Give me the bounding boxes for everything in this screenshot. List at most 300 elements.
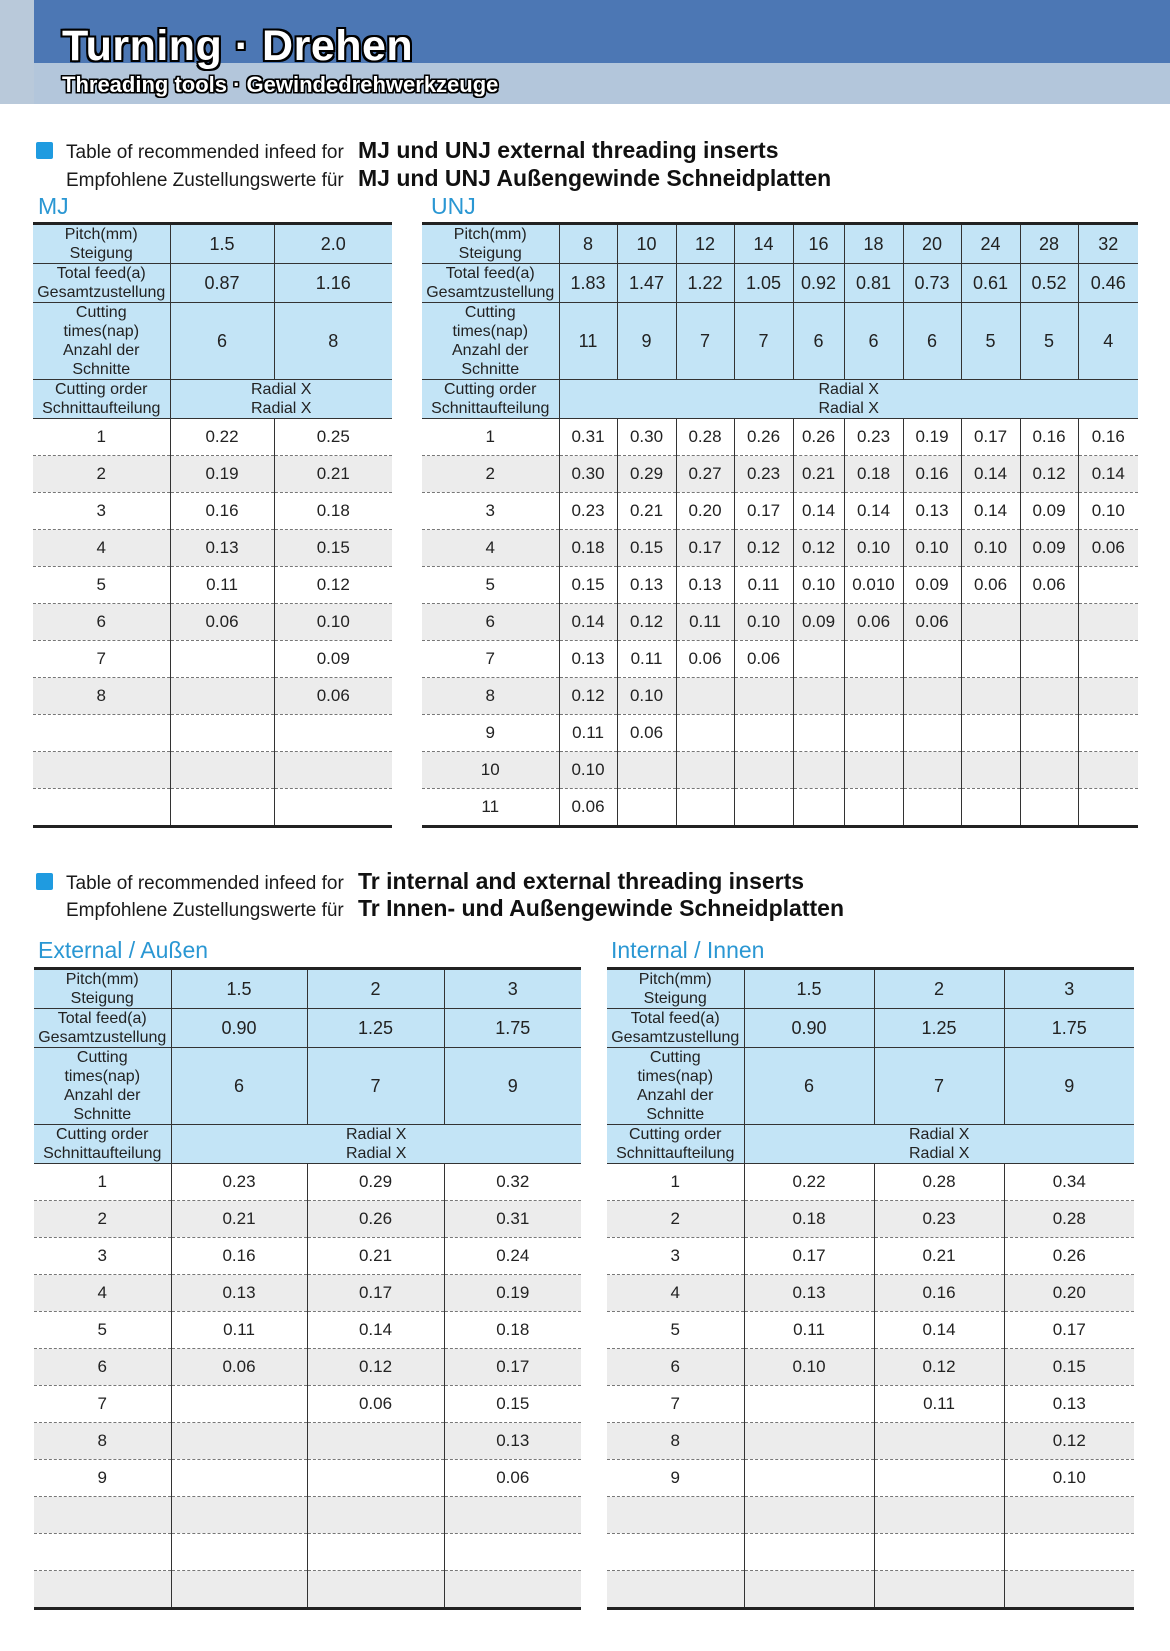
- infeed-value-cell: 0.17: [734, 493, 793, 530]
- pass-number-cell: [34, 1534, 171, 1571]
- pass-number-cell: 4: [422, 530, 559, 567]
- infeed-value-cell: [170, 641, 274, 678]
- pitch-value: 10: [617, 224, 676, 264]
- infeed-value-cell: 0.10: [559, 752, 617, 789]
- mj-infeed-table: [33, 222, 392, 828]
- table-row: [33, 641, 392, 678]
- heading-title-de: MJ und UNJ Außengewinde Schneidplatten: [358, 165, 832, 191]
- infeed-value-cell: [844, 715, 903, 752]
- infeed-value-cell: 0.010: [844, 567, 903, 604]
- infeed-value-cell: 0.18: [274, 493, 392, 530]
- infeed-value-cell: 0.13: [1004, 1386, 1134, 1423]
- table-row: [34, 1423, 581, 1460]
- infeed-value-cell: 0.17: [307, 1275, 444, 1312]
- header-line: Anzahl der: [63, 342, 140, 359]
- infeed-value-cell: 0.26: [734, 419, 793, 456]
- infeed-value-cell: [744, 1460, 874, 1497]
- infeed-value-cell: 0.21: [274, 456, 392, 493]
- infeed-value-cell: 0.12: [734, 530, 793, 567]
- infeed-value-cell: 0.19: [444, 1275, 581, 1312]
- tr-external-infeed-table: [34, 967, 581, 1610]
- total-feed-value: 1.75: [444, 1009, 581, 1048]
- infeed-value-cell: [307, 1497, 444, 1534]
- cutting-order-header-cell: [422, 380, 559, 419]
- pass-number-cell: [607, 1497, 744, 1534]
- header-line: Steigung: [643, 990, 707, 1007]
- infeed-value-cell: [307, 1460, 444, 1497]
- infeed-value-cell: 0.18: [844, 456, 903, 493]
- infeed-value-cell: 0.10: [744, 1349, 874, 1386]
- cutting-times-value: 6: [170, 303, 274, 380]
- pass-number-cell: 7: [607, 1386, 744, 1423]
- infeed-value-cell: [171, 1534, 307, 1571]
- infeed-value-cell: [1020, 752, 1078, 789]
- infeed-value-cell: 0.26: [307, 1201, 444, 1238]
- infeed-value-cell: [1078, 715, 1138, 752]
- pitch-value: 1.5: [171, 969, 307, 1009]
- infeed-value-cell: [961, 604, 1020, 641]
- cutting-times-value: 7: [307, 1048, 444, 1125]
- table-row: [422, 567, 1138, 604]
- infeed-value-cell: 0.21: [307, 1238, 444, 1275]
- infeed-value-cell: [844, 678, 903, 715]
- pass-number-cell: [34, 1571, 171, 1609]
- pass-number-cell: [607, 1571, 744, 1609]
- infeed-value-cell: 0.22: [744, 1164, 874, 1201]
- infeed-value-cell: 0.31: [444, 1201, 581, 1238]
- table-row: [422, 715, 1138, 752]
- pass-number-cell: 9: [34, 1460, 171, 1497]
- total-feed-value: 0.61: [961, 264, 1020, 303]
- table-row: [422, 604, 1138, 641]
- heading-intro-de: Empfohlene Zustellungswerte für: [66, 900, 344, 921]
- infeed-value-cell: [444, 1497, 581, 1534]
- cutting-order-row: [33, 380, 392, 419]
- pitch-value: 1.5: [170, 224, 274, 264]
- infeed-value-cell: [961, 678, 1020, 715]
- pass-number-cell: 8: [422, 678, 559, 715]
- infeed-value-cell: [844, 752, 903, 789]
- header-line: Cutting: [75, 304, 127, 321]
- total-feed-value: 1.05: [734, 264, 793, 303]
- infeed-value-cell: [734, 715, 793, 752]
- infeed-value-cell: [961, 789, 1020, 827]
- infeed-value-cell: 0.27: [676, 456, 734, 493]
- header-line: Schnittaufteilung: [42, 400, 161, 417]
- infeed-value-cell: [744, 1571, 874, 1609]
- infeed-value-cell: [734, 678, 793, 715]
- pass-number-cell: 6: [34, 1349, 171, 1386]
- table-row: [34, 1386, 581, 1423]
- infeed-value-cell: 0.26: [1004, 1238, 1134, 1275]
- header-line: Cutting: [464, 304, 516, 321]
- total-feed-header-cell: [422, 264, 559, 303]
- pass-number-cell: 2: [607, 1201, 744, 1238]
- cutting-order-row: [422, 380, 1138, 419]
- pitch-value: 12: [676, 224, 734, 264]
- header-line: Radial X: [818, 381, 879, 398]
- pass-number-cell: 8: [607, 1423, 744, 1460]
- infeed-value-cell: [1004, 1571, 1134, 1609]
- page-title: Turning · Drehen: [62, 22, 414, 70]
- pitch-header-cell: [607, 969, 744, 1009]
- infeed-value-cell: [874, 1534, 1004, 1571]
- infeed-value-cell: 0.15: [274, 530, 392, 567]
- header-line: Steigung: [70, 990, 134, 1007]
- pass-number-cell: 2: [34, 1201, 171, 1238]
- heading-title-de: Tr Innen- und Außengewinde Schneidplatten: [358, 895, 844, 921]
- total-feed-value: 1.25: [874, 1009, 1004, 1048]
- header-line: Gesamtzustellung: [611, 1029, 740, 1046]
- pass-number-cell: 5: [607, 1312, 744, 1349]
- infeed-value-cell: 0.17: [961, 419, 1020, 456]
- pitch-header-cell: [34, 969, 171, 1009]
- infeed-value-cell: 0.16: [874, 1275, 1004, 1312]
- cutting-order-row: [34, 1125, 581, 1164]
- cutting-times-value: 5: [961, 303, 1020, 380]
- cutting-times-row: [422, 303, 1138, 380]
- table-row: [422, 493, 1138, 530]
- table-label-mj: MJ: [38, 193, 69, 219]
- infeed-value-cell: 0.30: [559, 456, 617, 493]
- infeed-value-cell: 0.13: [617, 567, 676, 604]
- cutting-times-header-cell: [34, 1048, 171, 1125]
- infeed-value-cell: 0.09: [274, 641, 392, 678]
- bullet-square-icon: [36, 873, 53, 890]
- infeed-value-cell: [617, 789, 676, 827]
- cutting-order-value: [744, 1125, 1134, 1164]
- total-feed-value: 0.92: [793, 264, 844, 303]
- infeed-value-cell: 0.10: [1078, 493, 1138, 530]
- table-row: [422, 456, 1138, 493]
- header-line: times(nap): [637, 1068, 714, 1085]
- infeed-value-cell: [444, 1571, 581, 1609]
- infeed-value-cell: 0.11: [874, 1386, 1004, 1423]
- infeed-value-cell: 0.10: [903, 530, 961, 567]
- infeed-value-cell: 0.11: [734, 567, 793, 604]
- table-row: [607, 1275, 1134, 1312]
- infeed-value-cell: 0.09: [793, 604, 844, 641]
- infeed-value-cell: [1078, 567, 1138, 604]
- infeed-value-cell: 0.21: [617, 493, 676, 530]
- total-feed-value: 1.83: [559, 264, 617, 303]
- infeed-value-cell: [961, 641, 1020, 678]
- cutting-times-row: [607, 1048, 1134, 1125]
- page-header: [0, 0, 1170, 104]
- infeed-value-cell: 0.11: [744, 1312, 874, 1349]
- infeed-value-cell: 0.13: [559, 641, 617, 678]
- header-line: Schnittaufteilung: [43, 1145, 162, 1162]
- total-feed-value: 1.25: [307, 1009, 444, 1048]
- cutting-order-header-cell: [33, 380, 170, 419]
- infeed-value-cell: 0.10: [617, 678, 676, 715]
- infeed-value-cell: 0.11: [617, 641, 676, 678]
- pass-number-cell: 1: [422, 419, 559, 456]
- cutting-order-header-cell: [607, 1125, 744, 1164]
- pitch-value: 3: [1004, 969, 1134, 1009]
- infeed-value-cell: 0.10: [734, 604, 793, 641]
- pitch-value: 24: [961, 224, 1020, 264]
- infeed-value-cell: [734, 752, 793, 789]
- total-feed-row: [33, 264, 392, 303]
- pitch-value: 28: [1020, 224, 1078, 264]
- table-row: [33, 604, 392, 641]
- infeed-value-cell: [1020, 604, 1078, 641]
- infeed-value-cell: 0.30: [617, 419, 676, 456]
- header-line: Radial X: [346, 1145, 407, 1162]
- total-feed-value: 0.90: [744, 1009, 874, 1048]
- cutting-times-value: 9: [444, 1048, 581, 1125]
- infeed-value-cell: [734, 789, 793, 827]
- header-line: Cutting order: [444, 381, 537, 398]
- infeed-value-cell: 0.28: [676, 419, 734, 456]
- infeed-value-cell: [1078, 604, 1138, 641]
- infeed-value-cell: 0.16: [171, 1238, 307, 1275]
- heading-intro-de: Empfohlene Zustellungswerte für: [66, 170, 344, 191]
- infeed-value-cell: [1078, 789, 1138, 827]
- infeed-value-cell: 0.29: [617, 456, 676, 493]
- infeed-value-cell: 0.18: [444, 1312, 581, 1349]
- table-row: [422, 641, 1138, 678]
- pitch-value: 2: [874, 969, 1004, 1009]
- infeed-value-cell: [903, 641, 961, 678]
- infeed-value-cell: 0.06: [844, 604, 903, 641]
- header-line: Pitch(mm): [65, 971, 139, 988]
- table-row: [33, 493, 392, 530]
- infeed-value-cell: [170, 789, 274, 827]
- infeed-value-cell: 0.12: [1004, 1423, 1134, 1460]
- tr-internal-infeed-table: [607, 967, 1134, 1610]
- infeed-value-cell: [444, 1534, 581, 1571]
- infeed-value-cell: 0.11: [559, 715, 617, 752]
- header-line: Anzahl der: [452, 342, 529, 359]
- heading-intro-en: Table of recommended infeed for: [66, 873, 344, 894]
- table-row: [607, 1201, 1134, 1238]
- pass-number-cell: 2: [422, 456, 559, 493]
- infeed-value-cell: 0.06: [676, 641, 734, 678]
- table-row: [34, 1164, 581, 1201]
- table-row: [33, 567, 392, 604]
- pass-number-cell: 7: [34, 1386, 171, 1423]
- infeed-value-cell: 0.10: [793, 567, 844, 604]
- table-row: [422, 752, 1138, 789]
- pass-number-cell: 4: [33, 530, 170, 567]
- infeed-value-cell: [793, 752, 844, 789]
- page-subtitle: Threading tools · Gewindedrehwerkzeuge: [62, 72, 499, 97]
- table-row: [34, 1349, 581, 1386]
- header-line: Cutting: [76, 1049, 128, 1066]
- infeed-value-cell: 0.06: [170, 604, 274, 641]
- infeed-value-cell: [874, 1571, 1004, 1609]
- pitch-value: 20: [903, 224, 961, 264]
- pitch-value: 3: [444, 969, 581, 1009]
- cutting-times-value: 9: [1004, 1048, 1134, 1125]
- infeed-value-cell: 0.20: [1004, 1275, 1134, 1312]
- infeed-value-cell: 0.14: [307, 1312, 444, 1349]
- infeed-value-cell: 0.13: [171, 1275, 307, 1312]
- pass-number-cell: [33, 789, 170, 827]
- infeed-value-cell: 0.25: [274, 419, 392, 456]
- pitch-value: 18: [844, 224, 903, 264]
- infeed-value-cell: 0.12: [274, 567, 392, 604]
- cutting-times-header-cell: [33, 303, 170, 380]
- infeed-value-cell: [676, 678, 734, 715]
- pass-number-cell: 4: [34, 1275, 171, 1312]
- cutting-times-value: 6: [903, 303, 961, 380]
- table-row: [422, 678, 1138, 715]
- infeed-value-cell: [1020, 678, 1078, 715]
- header-line: Schnitte: [646, 1106, 705, 1123]
- infeed-value-cell: 0.13: [444, 1423, 581, 1460]
- header-line: Cutting: [649, 1049, 701, 1066]
- infeed-value-cell: 0.21: [874, 1238, 1004, 1275]
- table-row: [607, 1497, 1134, 1534]
- infeed-value-cell: [274, 789, 392, 827]
- pass-number-cell: 3: [607, 1238, 744, 1275]
- total-feed-value: 1.47: [617, 264, 676, 303]
- infeed-value-cell: [961, 752, 1020, 789]
- infeed-value-cell: 0.16: [1078, 419, 1138, 456]
- total-feed-value: 0.52: [1020, 264, 1078, 303]
- total-feed-value: 0.73: [903, 264, 961, 303]
- infeed-value-cell: 0.16: [1020, 419, 1078, 456]
- infeed-value-cell: [170, 752, 274, 789]
- header-line: Cutting order: [55, 381, 148, 398]
- pass-number-cell: 6: [422, 604, 559, 641]
- infeed-value-cell: 0.21: [793, 456, 844, 493]
- cutting-times-value: 4: [1078, 303, 1138, 380]
- table-row: [33, 456, 392, 493]
- infeed-value-cell: 0.11: [170, 567, 274, 604]
- total-feed-value: 0.90: [171, 1009, 307, 1048]
- cutting-order-value: [170, 380, 392, 419]
- table-row: [607, 1349, 1134, 1386]
- infeed-value-cell: [307, 1534, 444, 1571]
- pass-number-cell: 7: [422, 641, 559, 678]
- pass-number-cell: 6: [33, 604, 170, 641]
- total-feed-value: 1.16: [274, 264, 392, 303]
- pitch-value: 8: [559, 224, 617, 264]
- header-line: Total feed(a): [630, 1010, 720, 1027]
- infeed-value-cell: 0.20: [676, 493, 734, 530]
- unj-infeed-table: [422, 222, 1138, 828]
- cutting-times-value: 7: [874, 1048, 1004, 1125]
- pitch-row: [607, 969, 1134, 1009]
- total-feed-value: 1.75: [1004, 1009, 1134, 1048]
- table-row: [422, 789, 1138, 827]
- table-row: [607, 1164, 1134, 1201]
- infeed-value-cell: [1020, 789, 1078, 827]
- header-line: Steigung: [69, 245, 133, 262]
- infeed-value-cell: [793, 789, 844, 827]
- pass-number-cell: [33, 715, 170, 752]
- table-row: [33, 678, 392, 715]
- infeed-value-cell: 0.14: [559, 604, 617, 641]
- infeed-value-cell: 0.18: [744, 1201, 874, 1238]
- infeed-value-cell: 0.19: [903, 419, 961, 456]
- infeed-value-cell: 0.32: [444, 1164, 581, 1201]
- table-row: [33, 530, 392, 567]
- infeed-value-cell: [1078, 678, 1138, 715]
- infeed-value-cell: 0.13: [170, 530, 274, 567]
- infeed-value-cell: 0.09: [1020, 530, 1078, 567]
- cutting-times-row: [33, 303, 392, 380]
- infeed-value-cell: [1020, 641, 1078, 678]
- header-line: Anzahl der: [637, 1087, 714, 1104]
- pitch-value: 14: [734, 224, 793, 264]
- pass-number-cell: 4: [607, 1275, 744, 1312]
- pass-number-cell: 11: [422, 789, 559, 827]
- header-line: Schnitte: [73, 1106, 132, 1123]
- table-row: [33, 419, 392, 456]
- pitch-value: 2: [307, 969, 444, 1009]
- cutting-order-row: [607, 1125, 1134, 1164]
- pitch-row: [33, 224, 392, 264]
- table-row: [607, 1312, 1134, 1349]
- infeed-value-cell: 0.18: [559, 530, 617, 567]
- infeed-value-cell: 0.23: [734, 456, 793, 493]
- header-line: Cutting order: [56, 1126, 149, 1143]
- infeed-value-cell: 0.31: [559, 419, 617, 456]
- infeed-value-cell: 0.06: [903, 604, 961, 641]
- cutting-order-header-cell: [34, 1125, 171, 1164]
- infeed-value-cell: 0.06: [444, 1460, 581, 1497]
- header-line: Pitch(mm): [638, 971, 712, 988]
- infeed-value-cell: [170, 678, 274, 715]
- infeed-value-cell: [171, 1571, 307, 1609]
- total-feed-header-cell: [33, 264, 170, 303]
- cutting-times-value: 6: [844, 303, 903, 380]
- header-line: Radial X: [346, 1126, 407, 1143]
- header-line: Schnittaufteilung: [431, 400, 550, 417]
- infeed-value-cell: [274, 752, 392, 789]
- infeed-value-cell: [274, 715, 392, 752]
- infeed-value-cell: 0.23: [559, 493, 617, 530]
- pass-number-cell: 1: [607, 1164, 744, 1201]
- table-row: [422, 530, 1138, 567]
- header-line: Radial X: [251, 400, 312, 417]
- infeed-value-cell: 0.13: [676, 567, 734, 604]
- table-row: [34, 1238, 581, 1275]
- infeed-value-cell: 0.06: [307, 1386, 444, 1423]
- infeed-value-cell: 0.23: [844, 419, 903, 456]
- infeed-value-cell: [744, 1497, 874, 1534]
- total-feed-value: 1.22: [676, 264, 734, 303]
- cutting-times-value: 7: [734, 303, 793, 380]
- cutting-order-value: [171, 1125, 581, 1164]
- pass-number-cell: 10: [422, 752, 559, 789]
- infeed-value-cell: 0.06: [274, 678, 392, 715]
- infeed-value-cell: [171, 1497, 307, 1534]
- cutting-times-value: 5: [1020, 303, 1078, 380]
- header-line: Radial X: [818, 400, 879, 417]
- infeed-value-cell: [1004, 1497, 1134, 1534]
- pass-number-cell: 1: [33, 419, 170, 456]
- infeed-value-cell: 0.24: [444, 1238, 581, 1275]
- infeed-value-cell: [903, 715, 961, 752]
- pass-number-cell: [34, 1497, 171, 1534]
- infeed-value-cell: 0.10: [1004, 1460, 1134, 1497]
- infeed-value-cell: 0.14: [1078, 456, 1138, 493]
- header-line: Pitch(mm): [64, 226, 138, 243]
- header-line: times(nap): [64, 1068, 141, 1085]
- infeed-value-cell: 0.12: [874, 1349, 1004, 1386]
- table-row: [34, 1460, 581, 1497]
- pitch-value: 32: [1078, 224, 1138, 264]
- heading-intro-en: Table of recommended infeed for: [66, 142, 344, 163]
- infeed-value-cell: 0.09: [903, 567, 961, 604]
- infeed-value-cell: 0.15: [444, 1386, 581, 1423]
